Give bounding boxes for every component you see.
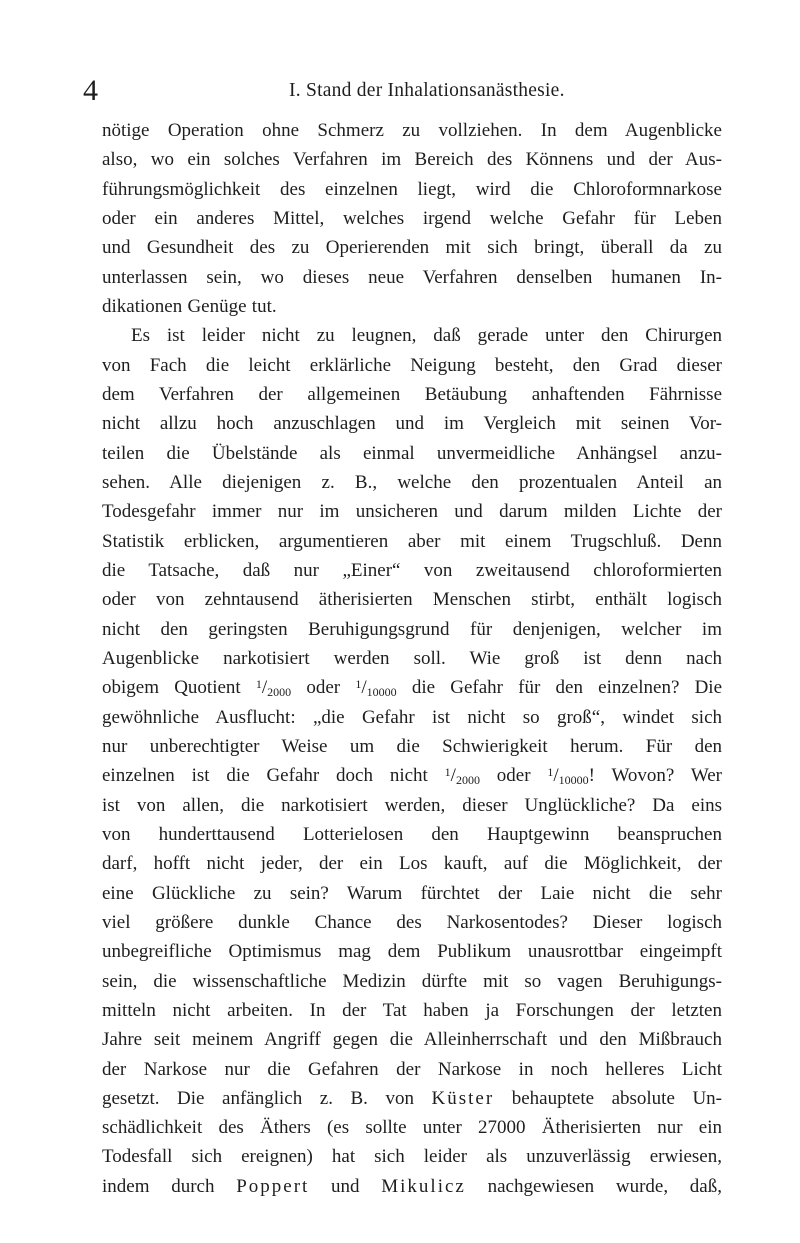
text-line: dem Verfahren der allgemeinen Betäubung anhaftenden Fährnisse [102, 383, 722, 405]
text-line-with-fractions: einzelnen ist die Gefahr doch nicht $^1/_{2000}$ oder $^1/_{10000}$! Wovon? Wer [102, 765, 722, 788]
text-line: eine Glückliche zu sein? Warum fürchtet der Laie nicht die sehr [102, 882, 722, 904]
text-line: sein, die wissenschaftliche Medizin dürfte mit so vagen Beruhigungs- [102, 970, 722, 992]
fraction: $^1/_{2000}$ [444, 765, 480, 788]
text-line: schädlichkeit des Äthers (es sollte unter 27000 Ätherisierten nur ein [102, 1117, 722, 1139]
text-line: von hunderttausend Lotterielosen den Hauptgewinn beanspruchen [102, 823, 722, 845]
text-line: nicht allzu hoch anzuschlagen und im Vergleich mit seinen Vor- [102, 413, 722, 435]
page-number: 4 [83, 74, 98, 107]
text-line: Todesfall sich ereignen) hat sich leider als unzuverlässig erwiesen, [102, 1146, 722, 1168]
text-line: Jahre seit meinem Angriff gegen die Alleinherrschaft und den Mißbrauch [102, 1029, 722, 1051]
text-line: die Tatsache, daß nur „Einer“ von zweitausend chloroformierten [102, 559, 722, 581]
text-line: Augenblicke narkotisiert werden soll. Wie groß ist denn nach [102, 647, 722, 669]
author-name: Mikulicz [381, 1175, 466, 1197]
text-line: ist von allen, die narkotisiert werden, dieser Unglückliche? Da eins [102, 794, 722, 816]
text-line-with-name: gesetzt. Die anfänglich z. B. von Küster behauptete absolute Un- [102, 1087, 722, 1109]
text-line: und Gesundheit des zu Operierenden mit sich bringt, überall da zu [102, 237, 722, 259]
fraction: $^1/_{10000}$ [355, 677, 397, 700]
text-line: gewöhnliche Ausflucht: „die Gefahr ist nicht so groß“, windet sich [102, 706, 722, 728]
text-line: führungsmöglichkeit des einzelnen liegt, wird die Chloroformnarkose [102, 178, 722, 200]
fraction: $^1/_{10000}$ [547, 765, 589, 788]
text-line: mitteln nicht arbeiten. In der Tat haben ja Forschungen der letzten [102, 999, 722, 1021]
text-line: darf, hofft nicht jeder, der ein Los kauft, auf die Möglichkeit, der [102, 853, 722, 875]
text-line: oder von zehntausend ätherisierten Menschen stirbt, enthält logisch [102, 589, 722, 611]
author-name: Küster [431, 1087, 495, 1109]
text-line: nur unberechtigter Weise um die Schwierigkeit herum. Für den [102, 735, 722, 757]
text-line: nötige Operation ohne Schmerz zu vollziehen. In dem Augenblicke [102, 120, 722, 141]
text-line: unbegreifliche Optimismus mag dem Publikum unausrottbar eingeimpft [102, 941, 722, 963]
text-line: von Fach die leicht erklärliche Neigung besteht, den Grad dieser [102, 354, 722, 376]
text-line: viel größere dunkle Chance des Narkosentodes? Dieser logisch [102, 911, 722, 933]
body-text [102, 116, 722, 1201]
text-line: der Narkose nur die Gefahren der Narkose in noch helleres Licht [102, 1058, 722, 1080]
text-line: Es ist leider nicht zu leugnen, daß gerade unter den Chirurgen [131, 325, 722, 347]
text-line: sehen. Alle diejenigen z. B., welche den prozentualen Anteil an [102, 471, 722, 493]
text-line: oder ein anderes Mittel, welches irgend welche Gefahr für Leben [102, 207, 722, 229]
text-line: Statistik erblicken, argumentieren aber mit einem Trugschluß. Denn [102, 530, 722, 552]
fraction: $^1/_{2000}$ [255, 677, 292, 700]
page-header [0, 72, 800, 112]
text-line: also, wo ein solches Verfahren im Bereich des Könnens und der Aus- [102, 149, 722, 171]
text-line: unterlassen sein, wo dieses neue Verfahren denselben humanen In- [102, 266, 722, 288]
author-name: Poppert [236, 1175, 310, 1197]
text-line: teilen die Übelstände als einmal unvermeidliche Anhängsel anzu- [102, 442, 722, 464]
text-line-with-names: indem durch Poppert und Mikulicz nachgewiesen wurde, daß, [102, 1175, 722, 1197]
text-line-with-fractions: obigem Quotient $^1/_{2000}$ oder $^1/_{10000}$ die Gefahr für den einzelnen? Die [102, 677, 723, 700]
running-title: I. Stand der Inhalationsanästhesie. [289, 80, 565, 101]
text-line: dikationen Genüge tut. [102, 295, 277, 317]
text-line: Todesgefahr immer nur im unsicheren und darum milden Lichte der [102, 501, 722, 523]
text-line: nicht den geringsten Beruhigungsgrund für denjenigen, welcher im [102, 618, 722, 640]
